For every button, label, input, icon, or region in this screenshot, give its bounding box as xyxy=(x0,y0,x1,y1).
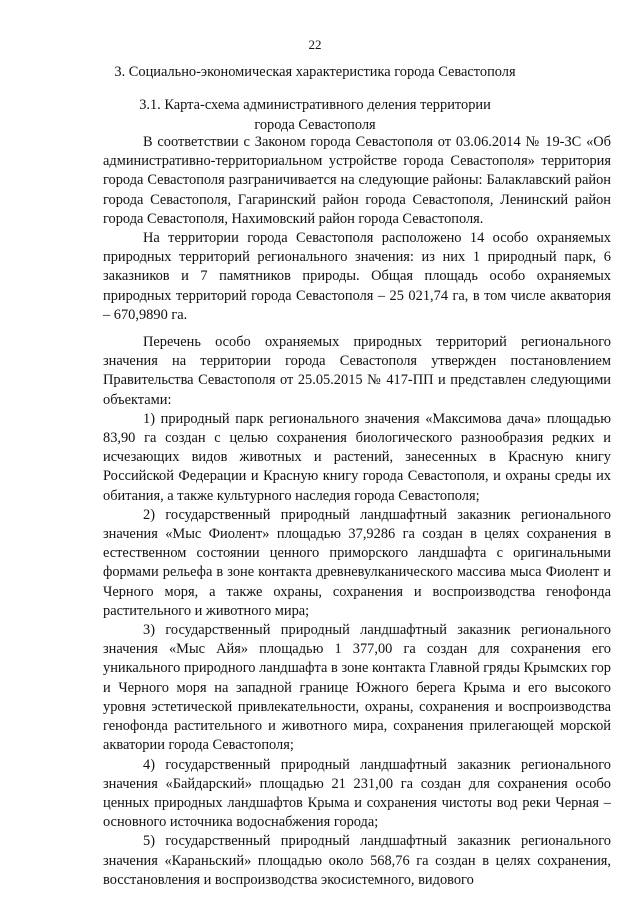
subsection-title xyxy=(0,95,630,135)
paragraph-protected-areas: На территории города Севастополя расположено 14 особо охраняемых природных территорий регионального значения: из них 1 природный парк, 6 заказников и 7 памятников природы. Общая площадь особо охраняемых природных территорий города Севастополя – 25 021,74 га, в том числе акватория – 670,9890 га. xyxy=(103,230,611,323)
list-item: 5) государственный природный ландшафтный заказник регионального значения «Караньский» площадью около 568,76 га создан в целях сохранения, восстановления и воспроизводства экосистемного, видового xyxy=(103,833,611,888)
list-item: 4) государственный природный ландшафтный заказник регионального значения «Байдарский» площадью 21 231,00 га создан для сохранения особо ценных природных ландшафтов Крыма и сохранения чистоты вод реки Черная – основного источника водоснабжения города; xyxy=(103,756,611,831)
list-item: 3) государственный природный ландшафтный заказник регионального значения «Мыс Айя» площадью 1 377,00 га создан для сохранения его уникального природного ландшафта в зоне контакта Главной гряды Крымских гор и Черного моря на западной границе Южного берега Крыма и его высокого уровня эстетической привлекательности, охраны, сохранения и воспроизводства генофонда растительного и животного мира, сохранения прилегающей морской акватории города Севастополя; xyxy=(103,622,611,754)
list-item: 2) государственный природный ландшафтный заказник регионального значения «Мыс Фиолент» площадью 37,9286 га создан в целях сохранения в естественном состоянии ценного приморского ландшафта с оригинальными формами рельефа в зоне контакта древневулканического массива мыса Фиолент и Черного моря, а также охраны, сохранения и воспроизводства генофонда растительного и животного мира; xyxy=(103,506,611,619)
paragraph-list-intro: Перечень особо охраняемых природных территорий регионального значения на территории города Севастополя утвержден постановлением Правительства Севастополя от 25.05.2015 № 417-ПП и представлен следующими объектами: xyxy=(103,334,611,408)
page-number: 22 xyxy=(308,37,322,52)
body-text xyxy=(103,133,611,890)
paragraph-districts: В соответствии с Законом города Севастополя от 03.06.2014 № 19-ЗС «Об административно-территориальном устройстве города Севастополя» территория города Севастополя разграничивается на следующие районы: Балаклавский район города Севастополя, Гагаринский район города Севастополя, Ленинский район города Севастополя, Нахимовский район города Севастополя. xyxy=(103,134,611,227)
section-title: 3. Социально-экономическая характеристика города Севастополя xyxy=(114,64,516,80)
list-item: 1) природный парк регионального значения «Максимова дача» площадью 83,90 га создан с целью сохранения биологического разнообразия редких и исчезающих видов животных и растений, занесенных в Красную книгу Российской Федерации и Красную книгу города Севастополя, и охраны среды их обитания, а также культурного наследия города Севастополя; xyxy=(103,410,611,504)
subsection-title-line-2: города Севастополя xyxy=(254,117,376,133)
subsection-title-line-1: 3.1. Карта-схема административного деления территории xyxy=(139,97,491,113)
